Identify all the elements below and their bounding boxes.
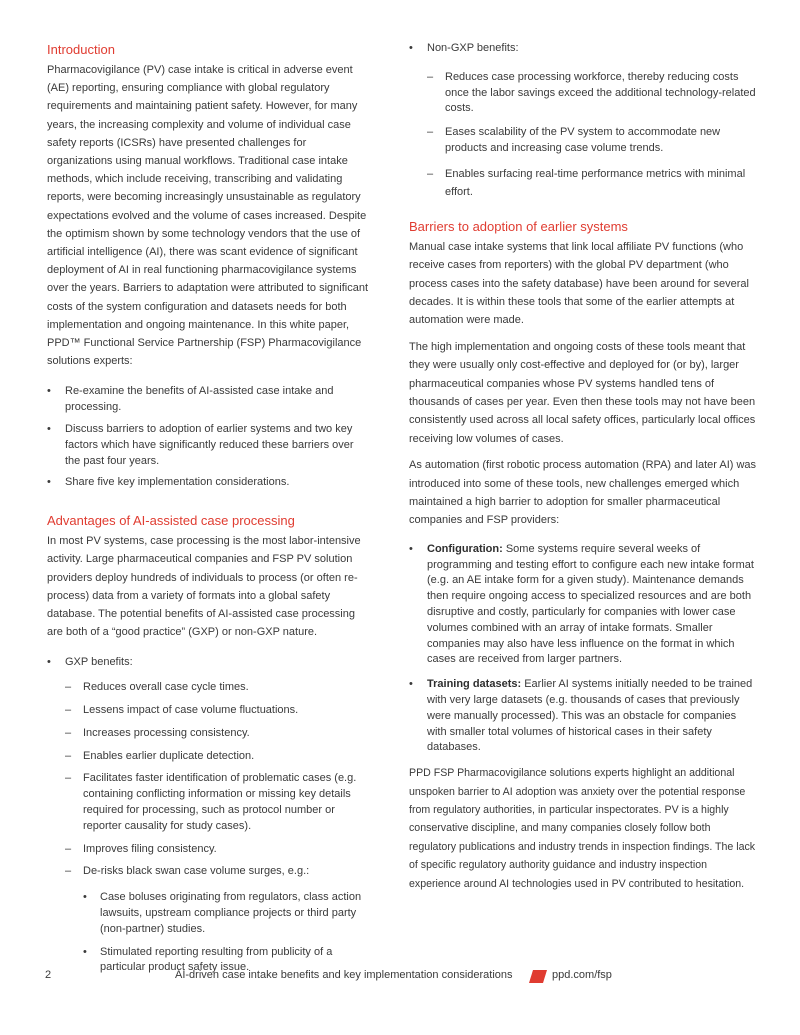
list-item: • Case boluses originating from regulators, class action lawsuits, upstream compliance projects or third party (non-partner) studies. — [83, 890, 369, 937]
nongxp-benefit-items — [427, 70, 757, 201]
list-item: • Stimulated reporting resulting from publicity of a particular product safety issue. — [83, 945, 369, 977]
list-item — [47, 655, 369, 976]
gxp-benefits-list — [47, 655, 369, 976]
document-title: AI-driven case intake benefits and key implementation considerations — [175, 969, 513, 981]
nongxp-benefits-label: Non-GXP benefits: — [427, 42, 519, 54]
barriers-paragraph-4: PPD FSP Pharmacovigilance solutions experts highlight an additional unspoken barrier to AI adoption was anxiety over the potential response from regulatory authorities, in particular inspectorates. PV is a highly conservative discipline, and many companies closely follow both regulatory publications and industry trends in inspection findings. The lack of specific regulatory authority guidance and industry inspection experience around AI technologies used in PV contributed to hesitation. — [409, 767, 756, 890]
list-item — [409, 542, 757, 668]
introduction-heading: Introduction — [47, 42, 115, 57]
ppd-logo-icon — [529, 970, 547, 983]
barriers-paragraph-3: As automation (first robotic process automation (RPA) and later AI) was introduced into some of these tools, new challenges emerged which maintained a high barrier to adoption for smaller pharmaceutical companies and FSP providers: — [409, 459, 757, 527]
list-item: • Re-examine the benefits of AI-assisted case intake and processing. — [47, 384, 369, 416]
left-column — [47, 41, 369, 976]
list-item: • Share five key implementation considerations. — [47, 475, 369, 491]
introduction-paragraph: Pharmacovigilance (PV) case intake is critical in adverse event (AE) reporting, ensuring compliance with global regulatory requirements and maintaining patient safety. However, for many years, the increasing complexity and volume of individual case safety reports (ICSRs) have presented challenges for organizations using manual workflows. Traditional case intake methods, which include receiving, transcribing and validating reports, were becoming increasingly unsustainable as regulatory expectations evolved and the volume of cases increased. Despite the optimism shown by some technology vendors that the use of artificial intelligence (AI), there was scant evidence of significant deployment of AI in real functioning pharmacovigilance systems over the years. Barriers to adaptation were attributed to significant costs of the system configuration and datasets needs for both implementation and ongoing maintenance. In this white paper, PPD™ Functional Service Partnership (FSP) Pharmacovigilance solutions experts: — [47, 64, 369, 368]
list-item: – Enables earlier duplicate detection. — [65, 749, 369, 765]
introduction-bullet-list — [47, 384, 369, 491]
barriers-heading: Barriers to adoption of earlier systems — [409, 218, 628, 234]
list-item: – Eases scalability of the PV system to accommodate new products and increasing case volume trends. — [427, 125, 757, 157]
page-number: 2 — [45, 969, 52, 981]
page-footer — [0, 969, 800, 985]
list-item: • Discuss barriers to adoption of earlier systems and two key factors which have significantly reduced these barriers over the past four years. — [47, 422, 369, 469]
barriers-paragraph-2: The high implementation and ongoing costs of these tools meant that they were usually only cost-effective and deployed for (or by), larger pharmaceutical companies whose PV systems handled tens of thousands of cases per year. Even then these tools may not have been consistently used across all local safety offices, particularly local offices receiving low volumes of cases. — [409, 340, 756, 445]
barriers-paragraph-1: Manual case intake systems that link local affiliate PV functions (who receive cases from reporters) with the global PV department (who process cases into the safety database) have been around for several decades. It is within these tools that some of the earlier attempts at automation were made. — [409, 240, 749, 327]
list-item: – Improves filing consistency. — [65, 842, 369, 858]
configuration-text: Some systems require several weeks of programming and testing effort to configure each new intake format (e.g. an AE intake form for a given study). Maintenance demands then require ongoing access to specialized resources and are both disruptive and costly, particularly for companies with lower case volumes combined with an array of intake formats. Smaller companies may also have less influence on the format in which cases are received from larger partners. — [427, 542, 754, 666]
list-item — [65, 864, 369, 976]
advantages-paragraph: In most PV systems, case processing is the most labor-intensive activity. Large pharmaceutical companies and FSP PV solution providers deploy hundreds of individuals to process (or often re-process) data from a variety of formats into a global safety database. The potential benefits of AI-assisted case processing are both of a “good practice” (GXP) or non-GXP nature. — [47, 535, 361, 639]
configuration-label: Configuration: — [427, 542, 503, 555]
training-datasets-label: Training datasets: — [427, 678, 522, 691]
list-item — [409, 677, 757, 756]
list-item: – Reduces overall case cycle times. — [65, 680, 369, 696]
nongxp-benefits-list — [409, 41, 757, 201]
gxp-benefit-items — [65, 680, 369, 976]
swan-intro: De-risks black swan case volume surges, e.g.: — [83, 865, 310, 878]
website-url[interactable]: ppd.com/fsp — [552, 969, 612, 981]
right-column — [409, 41, 757, 893]
list-item: – Increases processing consistency. — [65, 726, 369, 742]
list-item: – Reduces case processing workforce, thereby reducing costs once the labor savings exceed the additional technology-related costs. — [427, 70, 757, 117]
barriers-bullet-list — [409, 542, 757, 756]
list-item: – Enables surfacing real-time performance metrics with minimal effort. — [427, 165, 757, 201]
list-item: – Lessens impact of case volume fluctuations. — [65, 703, 369, 719]
swan-items — [83, 890, 369, 976]
list-item: – Facilitates faster identification of problematic cases (e.g. containing conflicting information or missing key details required for processing, such as protocol number or reporter causality for study cases). — [65, 771, 369, 834]
training-datasets-text: Earlier AI systems initially needed to be trained with very large datasets (e.g. thousands of cases that previously were manually processed). This was an obstacle for companies with smaller total volumes of historical cases in their safety databases. — [427, 678, 753, 754]
gxp-benefits-label: GXP benefits: — [65, 656, 133, 669]
list-item — [409, 41, 757, 201]
advantages-heading: Advantages of AI-assisted case processing — [47, 513, 295, 529]
